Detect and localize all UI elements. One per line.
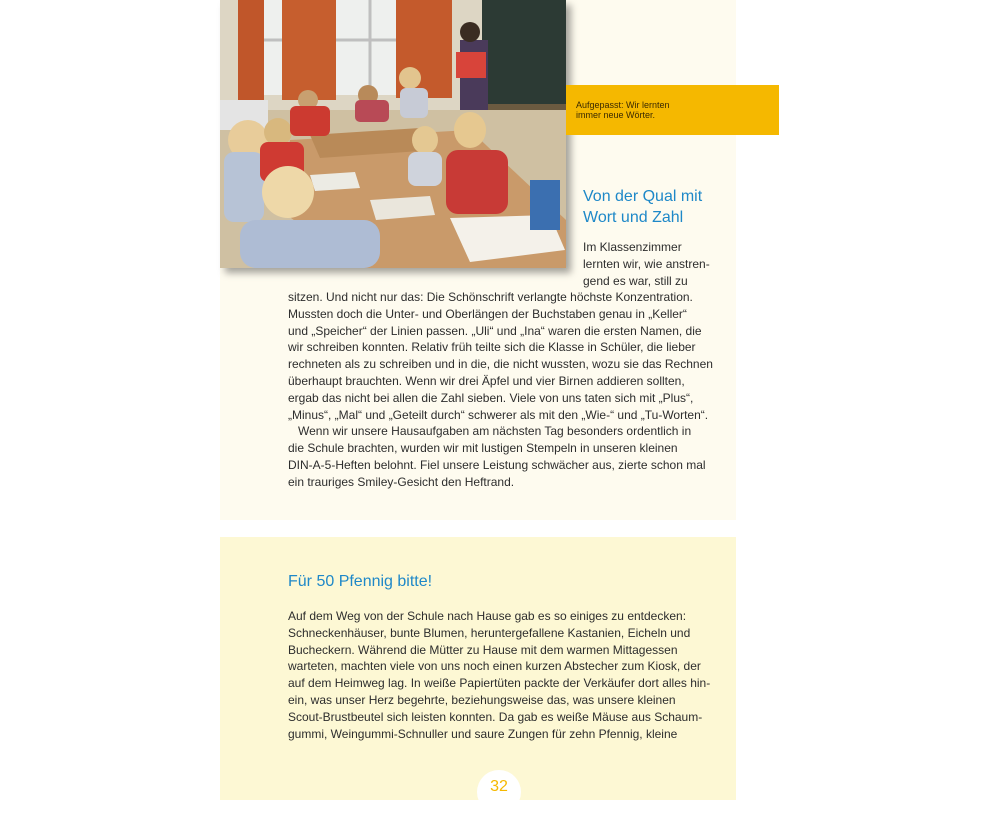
text-line: Schneckenhäuser, bunte Blumen, heruntergefallene Kastanien, Eicheln und <box>288 625 691 640</box>
text-line: sitzen. Und nicht nur das: Die Schönschrift verlangte höchste Konzentration. <box>288 290 693 304</box>
text-line: warteten, machten viele von uns noch einen kurzen Abstecher zum Kiosk, der <box>288 659 701 674</box>
section-title-qual <box>583 186 733 228</box>
text-line: „Minus“, „Mal“ und „Geteilt durch“ schwerer als mit den „Wie-“ und „Tu-Worten“. <box>288 407 709 422</box>
section1-intro <box>583 239 710 289</box>
title-line: Wort und Zahl <box>583 209 684 226</box>
section2-body <box>288 608 728 742</box>
caption-line: Aufgepasst: Wir lernten <box>576 100 670 110</box>
section1-body <box>288 289 728 491</box>
page-number: 32 <box>490 778 508 795</box>
text-line: Scout-Brustbeutel sich leisten konnten. Da gab es weiße Mäuse aus Schaum- <box>288 709 703 724</box>
text-line: Im Klassenzimmer <box>583 240 682 254</box>
photo-caption <box>576 100 766 120</box>
text-line: DIN-A-5-Heften belohnt. Fiel unsere Leistung schwächer aus, zierte schon mal <box>288 457 706 472</box>
text-line: Mussten doch die Unter- und Oberlängen der Buchstaben genau in „Keller“ <box>288 306 687 321</box>
photo-caption-box <box>566 85 779 135</box>
section-title-pfennig: Für 50 Pfennig bitte! <box>288 573 433 590</box>
text-line: Auf dem Weg von der Schule nach Hause gab es so einiges zu entdecken: <box>288 609 687 623</box>
text-line: die Schule brachten, wurden wir mit lustigen Stempeln in unseren kleinen <box>288 441 678 456</box>
text-line: gend es war, still zu <box>583 273 688 288</box>
text-line: rechneten als zu schreiben und in die, die nicht wussten, wozu sie das Rechnen <box>288 357 713 372</box>
title-line: Von der Qual mit <box>583 188 703 205</box>
classroom-photo <box>220 0 566 268</box>
text-line: ergab das nicht bei allen die Zahl sieben. Viele von uns taten sich mit „Plus“, <box>288 390 694 405</box>
caption-line: immer neue Wörter. <box>576 110 656 120</box>
text-line: lernten wir, wie anstren- <box>583 256 710 271</box>
text-line: wir schreiben konnten. Relativ früh teilte sich die Klasse in Schüler, die lieber <box>288 340 696 355</box>
text-line: gummi, Weingummi-Schnuller und saure Zungen für zehn Pfennig, kleine <box>288 726 678 741</box>
text-line: und „Speicher“ der Linien passen. „Uli“ und „Ina“ waren die ersten Namen, die <box>288 323 702 338</box>
text-line: Bucheckern. Während die Mütter zu Hause mit dem warmen Mittagessen <box>288 642 678 657</box>
text-line: Wenn wir unsere Hausaufgaben am nächsten Tag besonders ordentlich in <box>298 424 692 439</box>
text-line: ein, was unser Herz begehrte, beziehungsweise das, was unsere kleinen <box>288 692 676 707</box>
text-line: überhaupt brauchten. Wenn wir drei Äpfel und vier Birnen addieren sollten, <box>288 373 685 388</box>
text-line: auf dem Heimweg lag. In weiße Papiertüten packte der Verkäufer dort alles hin- <box>288 676 711 691</box>
text-line: ein trauriges Smiley-Gesicht den Heftrand. <box>288 474 515 489</box>
